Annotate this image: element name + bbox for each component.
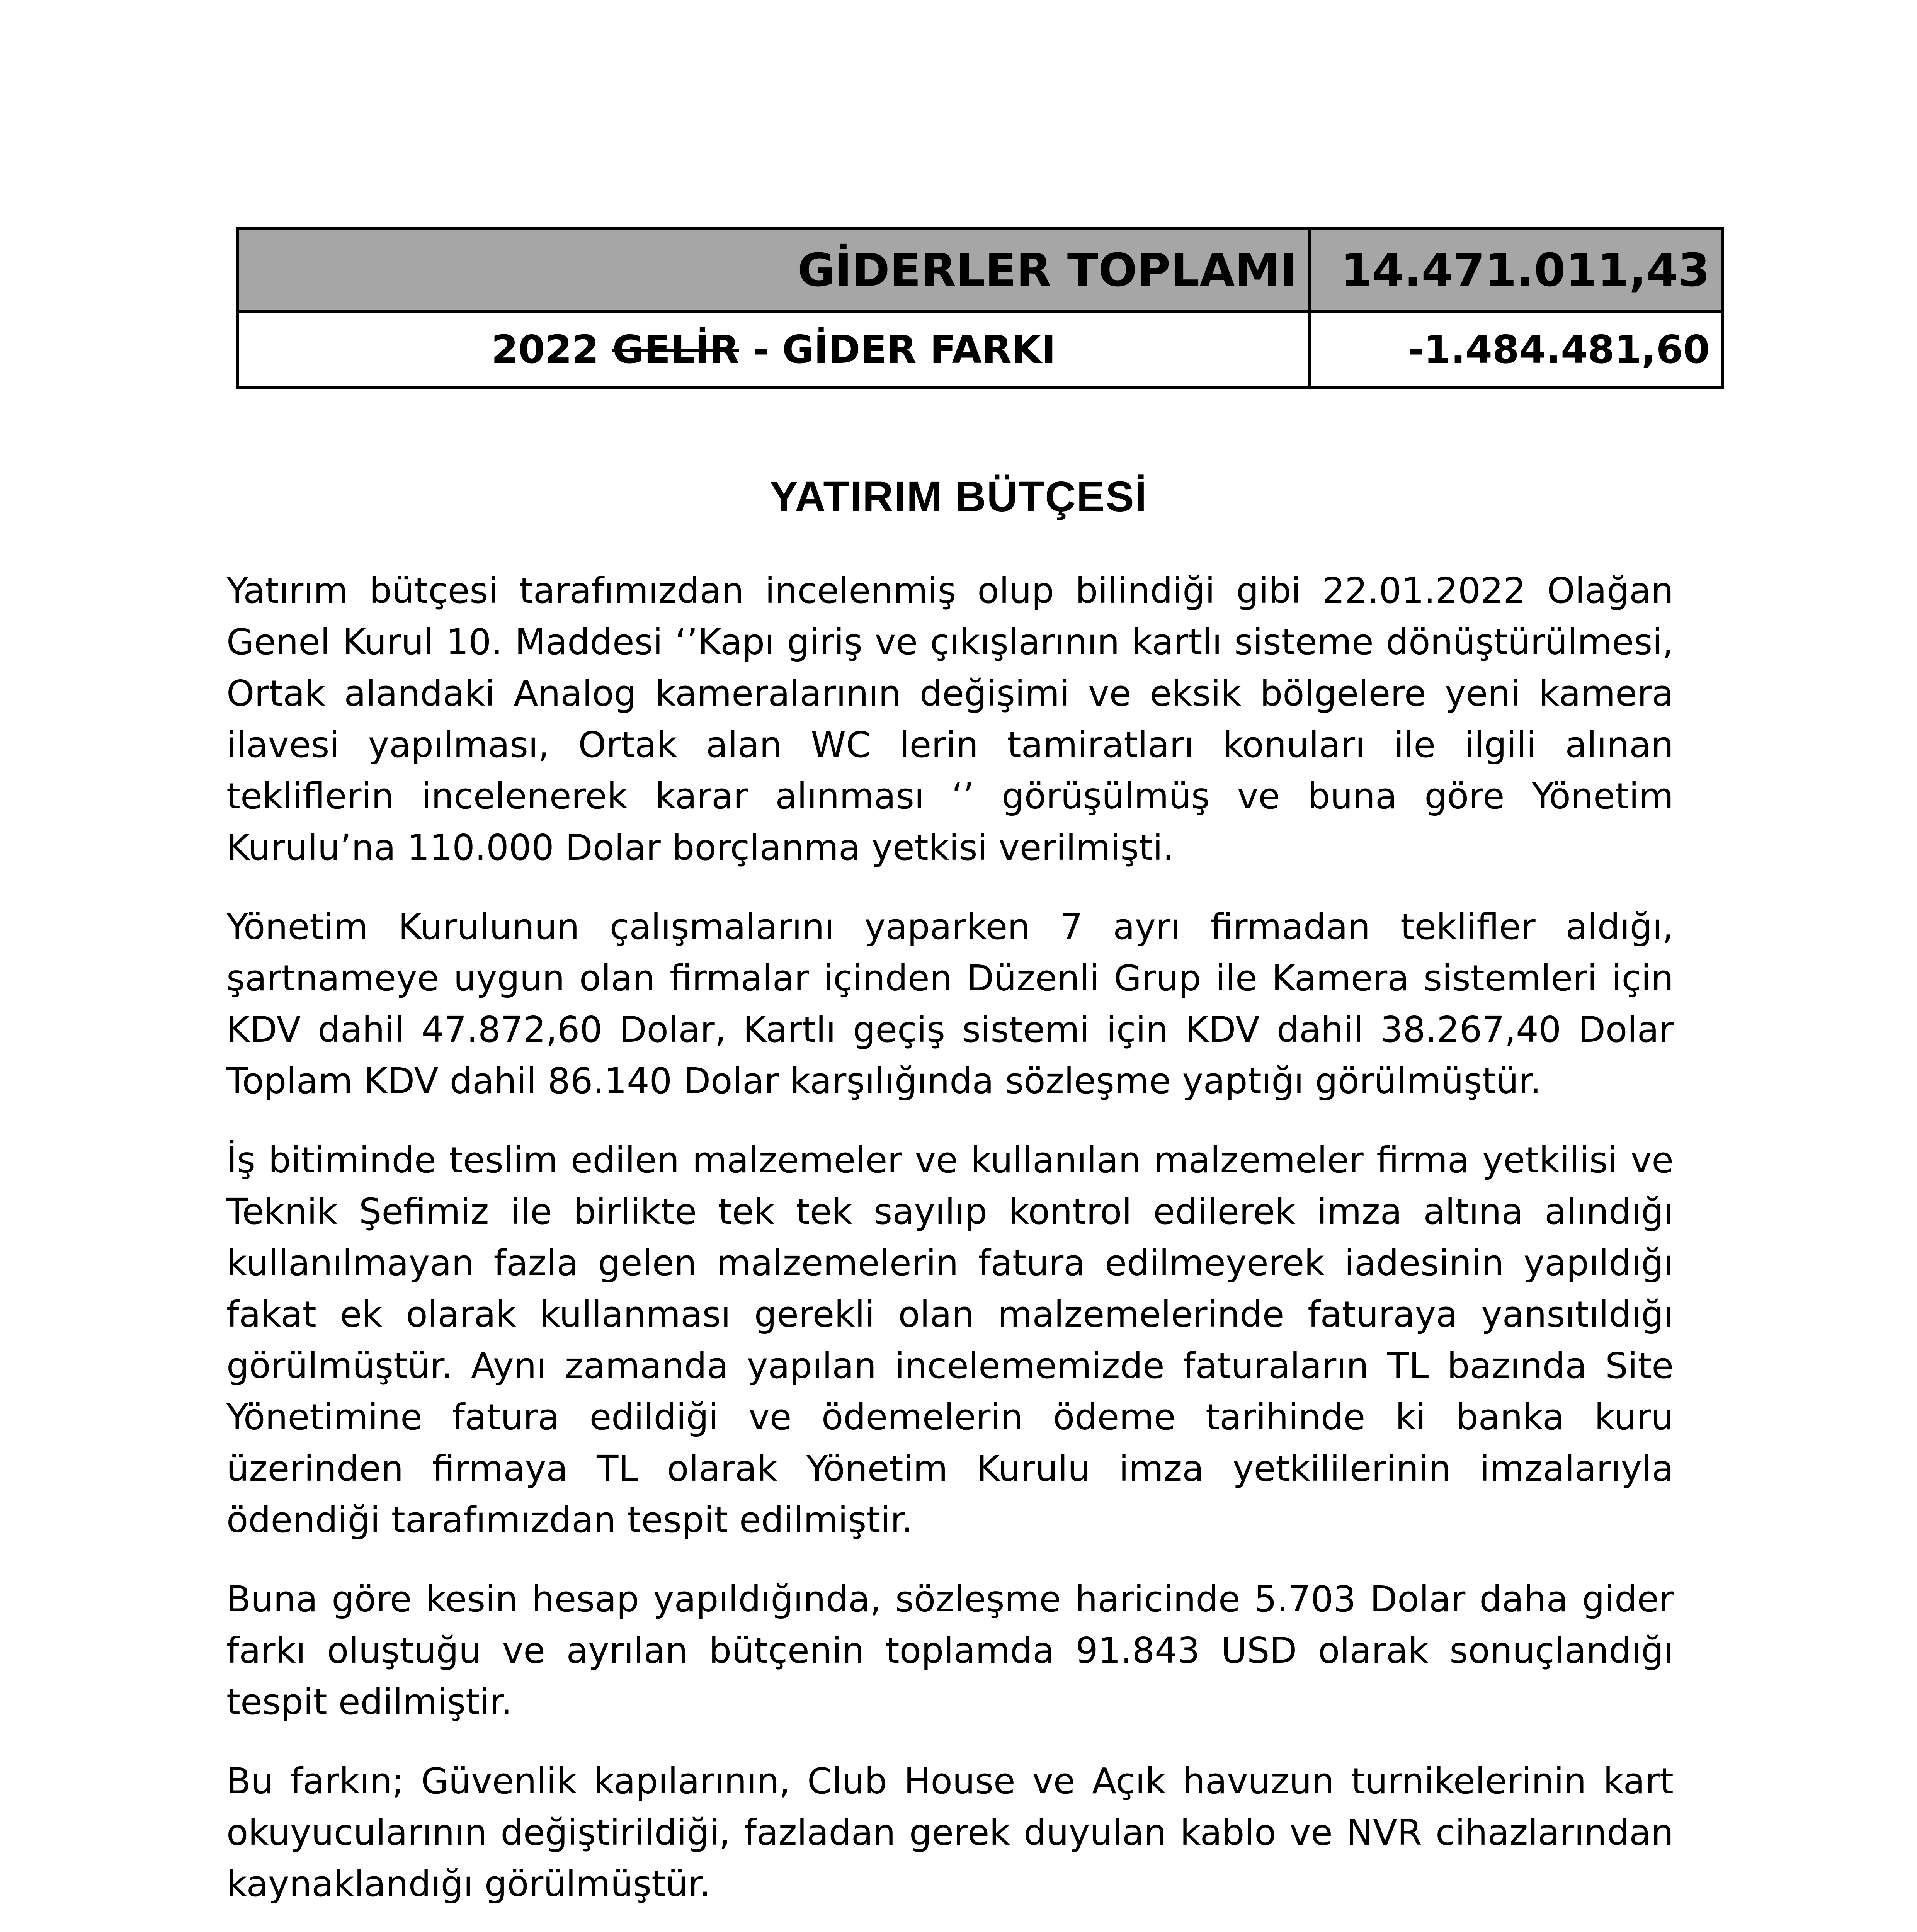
paragraph: Buna göre kesin hesap yapıldığında, sözleşme haricinde 5.703 Dolar daha gider farkı oluştuğu ve ayrılan bütçenin toplamda 91.843 USD olarak sonuçlandığı tespit edilmiştir. — [226, 1578, 1674, 1723]
expenses-total-value: 14.471.011,43 — [1310, 229, 1722, 311]
income-expense-diff-label — [238, 311, 1310, 388]
paragraph: Yatırım bütçesi tarafımızdan incelenmiş olup bilindiği gibi 22.01.2022 Olağan Genel Kurul 10. Maddesi ‘’Kapı giriş ve çıkışlarının kartlı sisteme dönüştürülmesi, Ortak alandaki Analog kameralarının değişimi ve eksik bölgelere yeni kamera ilavesi yapılması, Ortak alan WC lerin tamiratları konuları ile ilgili alınan tekliflerin incelenerek karar alınması ‘’ görüşülmüş ve buna göre Yönetim Kurulu’na 110.000 Dolar borçlanma yetkisi verilmişti. — [226, 570, 1674, 868]
income-expense-diff-value: -1.484.481,60 — [1310, 311, 1722, 388]
diff-label-rest: - GİDER FARKI — [739, 327, 1056, 372]
expenses-total-row — [238, 229, 1722, 311]
report-body — [226, 565, 1674, 1932]
paragraph: Bu farkın; Güvenlik kapılarının, Club House ve Açık havuzun turnikelerinin kart okuyucularının değiştirildiği, fazladan gerek duyulan kablo ve NVR cihazlarından kaynaklandığı görülmüştür. — [226, 1760, 1674, 1905]
diff-year: 2022 — [491, 327, 599, 372]
section-title: YATIRIM BÜTÇESİ — [769, 473, 1148, 520]
expenses-total-label: GİDERLER TOPLAMI — [238, 229, 1310, 311]
paragraph: İş bitiminde teslim edilen malzemeler ve kullanılan malzemeler firma yetkilisi ve Teknik Şefimiz ile birlikte tek tek sayılıp kontrol edilerek imza altına alındığı kullanılmayan fazla gelen malzemelerin fatura edilmeyerek iadesinin yapıldığı fakat ek olarak kullanması gerekli olan malzemelerinde faturaya yansıtıldığı görülmüştür. Aynı zamanda yapılan incelememizde faturaların TL bazında Site Yönetimine fatura edildiği ve ödemelerin ödeme tarihinde ki banka kuru üzerinden firmaya TL olarak Yönetim Kurulu imza yetkililerinin imzalarıyla ödendiği tarafımızdan tespit edilmiştir. — [226, 1139, 1674, 1541]
struck-income-word: GELİR — [612, 327, 739, 372]
income-expense-diff-row — [238, 311, 1722, 388]
totals-table — [236, 227, 1724, 389]
paragraph: Yönetim Kurulunun çalışmalarını yaparken 7 ayrı firmadan teklifler aldığı, şartnameye uygun olan firmalar içinden Düzenli Grup ile Kamera sistemleri için KDV dahil 47.872,60 Dolar, Kartlı geçiş sistemi için KDV dahil 38.267,40 Dolar Toplam KDV dahil 86.140 Dolar karşılığında sözleşme yaptığı görülmüştür. — [226, 906, 1674, 1102]
